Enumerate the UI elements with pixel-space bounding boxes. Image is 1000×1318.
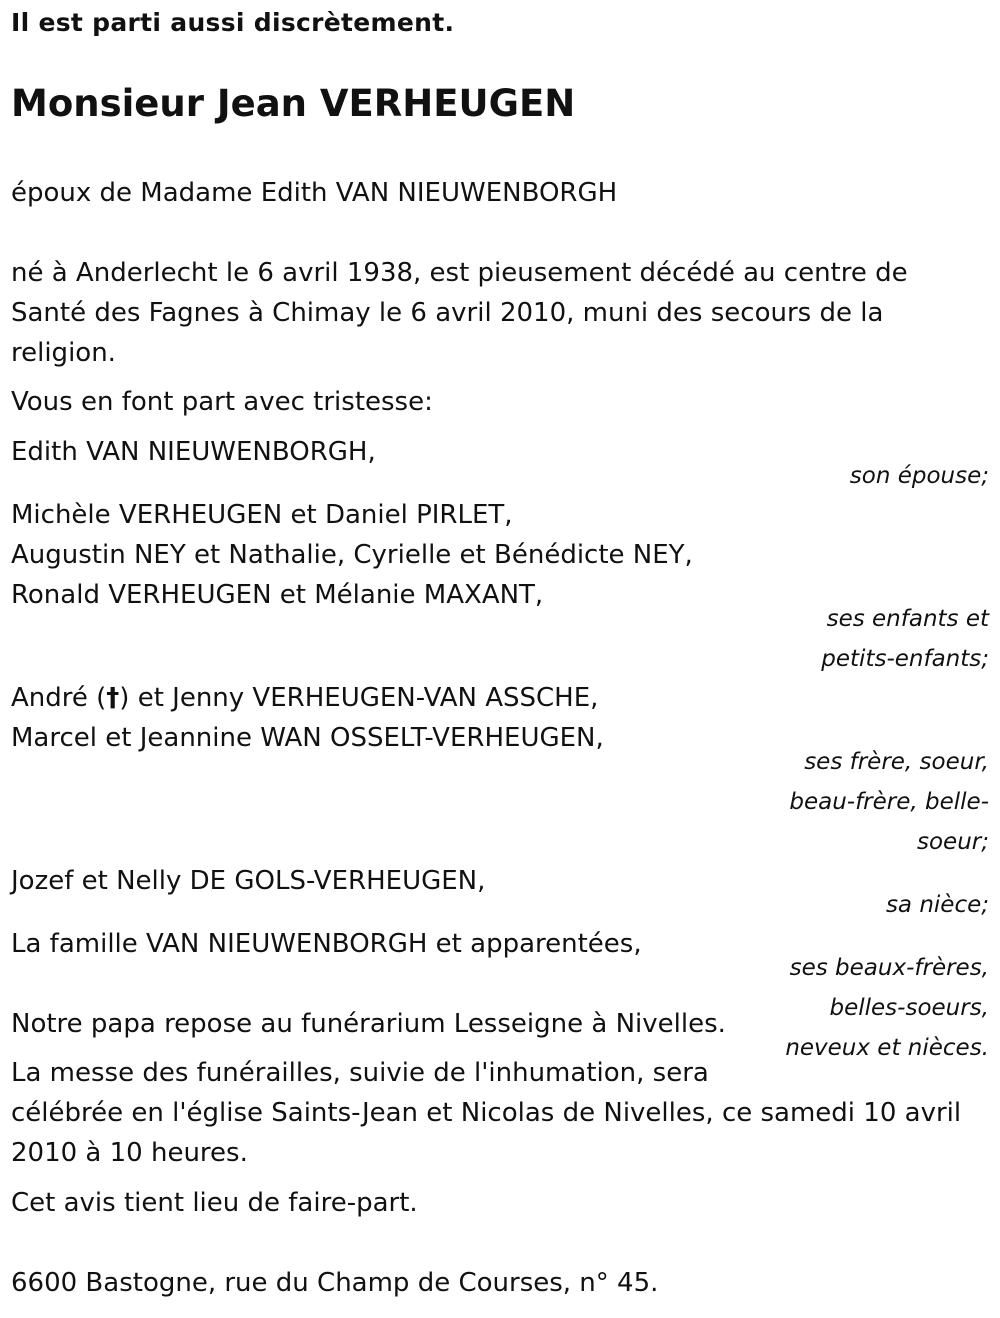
family-inlaws-relation: neveux et nièces.	[785, 1035, 989, 1061]
family-children-name: Ronald VERHEUGEN et Mélanie MAXANT,	[11, 580, 544, 610]
funerarium-line: Notre papa repose au funérarium Lesseigne à Nivelles.	[11, 1009, 726, 1039]
family-children-name: Michèle VERHEUGEN et Daniel PIRLET,	[11, 500, 513, 530]
deceased-cross-icon: †	[106, 683, 120, 713]
birth-death-line-1: né à Anderlecht le 6 avril 1938, est pieusement décédé au centre de	[11, 258, 908, 288]
family-siblings-line-2: Marcel et Jeannine WAN OSSELT-VERHEUGEN,	[11, 723, 604, 753]
sibling-name-start: André (	[11, 683, 107, 713]
family-niece-relation: sa nièce;	[885, 892, 989, 918]
birth-death-line-2: Santé des Fagnes à Chimay le 6 avril 2010, muni des secours de la	[11, 298, 884, 328]
announce-line: Vous en font part avec tristesse:	[11, 387, 433, 417]
mass-line-3: 2010 à 10 heures.	[11, 1138, 248, 1168]
family-siblings-line-1	[11, 678, 598, 718]
family-spouse-name: Edith VAN NIEUWENBORGH,	[11, 437, 376, 467]
family-spouse-relation: son épouse;	[849, 463, 989, 489]
mass-line-1: La messe des funérailles, suivie de l'inhumation, sera	[11, 1058, 709, 1088]
mass-line-2: célébrée en l'église Saints-Jean et Nicolas de Nivelles, ce samedi 10 avril	[11, 1098, 962, 1128]
birth-death-line-3: religion.	[11, 338, 116, 368]
family-siblings-relation: beau-frère, belle-	[789, 789, 989, 815]
family-inlaws-name: La famille VAN NIEUWENBORGH et apparentées,	[11, 929, 642, 959]
family-children-relation: petits-enfants;	[821, 646, 989, 672]
family-siblings-relation: ses frère, soeur,	[804, 749, 989, 775]
family-children-name: Augustin NEY et Nathalie, Cyrielle et Bénédicte NEY,	[11, 540, 693, 570]
family-inlaws-relation: belles-soeurs,	[829, 995, 989, 1021]
family-children-relation: ses enfants et	[826, 606, 989, 632]
sibling-name-end: ) et Jenny VERHEUGEN-VAN ASSCHE,	[119, 683, 599, 713]
spouse-line: époux de Madame Edith VAN NIEUWENBORGH	[11, 178, 618, 208]
address-line: 6600 Bastogne, rue du Champ de Courses, n° 45.	[11, 1268, 659, 1298]
intro-heading: Il est parti aussi discrètement.	[11, 8, 455, 37]
deceased-name: Monsieur Jean VERHEUGEN	[11, 82, 576, 125]
family-inlaws-relation: ses beaux-frères,	[789, 955, 989, 981]
family-niece-name: Jozef et Nelly DE GOLS-VERHEUGEN,	[11, 866, 486, 896]
family-siblings-relation: soeur;	[917, 829, 989, 855]
notice-line: Cet avis tient lieu de faire-part.	[11, 1188, 418, 1218]
